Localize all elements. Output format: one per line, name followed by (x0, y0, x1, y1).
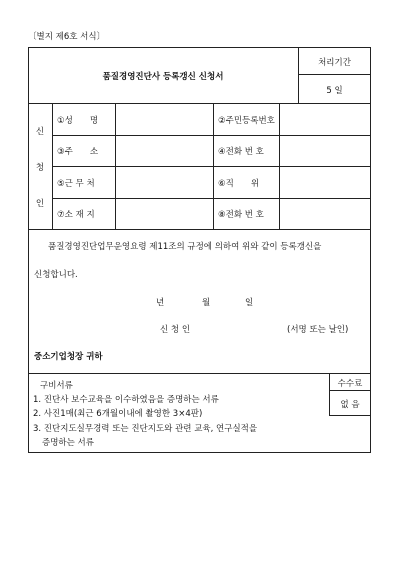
workplace-label: ⑤근 무 처 (57, 179, 95, 189)
fee-label: 수수료 (337, 379, 363, 389)
documents-item-3: 3. 진단지도실무경력 또는 진단지도와 관련 교육, 연구실적을 (33, 424, 258, 434)
phone-label: ④전화 번 호 (218, 147, 264, 157)
statement-line-2: 신청합니다. (34, 270, 78, 280)
applicant-sign-label: 신 청 인 (160, 325, 191, 335)
position-field[interactable] (280, 167, 370, 197)
location-field[interactable] (116, 199, 212, 228)
date-year-label: 년 (156, 298, 165, 308)
phone-field[interactable] (280, 136, 370, 165)
date-day-label: 일 (245, 298, 254, 308)
workplace-phone-field[interactable] (280, 199, 370, 228)
addressee: 중소기업청장 귀하 (34, 352, 103, 362)
form-number-label: 〔별지 제6호 서식〕 (28, 32, 106, 42)
fee-bottom-line (329, 415, 371, 416)
address-field[interactable] (116, 136, 212, 165)
fee-value: 없 음 (340, 400, 360, 410)
documents-title: 구비서류 (40, 381, 73, 391)
documents-item-2: 2. 사진1매(최근 6개월이내에 촬영한 3×4판) (33, 409, 203, 419)
processing-period-value: 5 일 (326, 86, 343, 96)
resident-number-field[interactable] (280, 104, 370, 134)
applicant-side-label-2: 청 (35, 163, 45, 173)
applicant-side-label-3: 인 (35, 199, 45, 209)
name-field[interactable] (116, 104, 212, 134)
processing-period-label: 처리기간 (318, 58, 351, 68)
fee-mid-line (329, 390, 371, 391)
documents-top-line (28, 373, 371, 374)
processing-mid-line (298, 74, 371, 75)
applicant-side-label-1: 신 (35, 127, 45, 137)
location-label: ⑦소 재 지 (57, 210, 95, 220)
workplace-field[interactable] (116, 167, 212, 197)
resident-number-label: ②주민등록번호 (218, 116, 275, 126)
form-title: 품질경영진단사 등록갱신 신청서 (102, 72, 224, 82)
name-label: ①성 명 (57, 116, 99, 126)
signature-label: (서명 또는 날인) (287, 325, 349, 335)
position-label: ⑥직 위 (218, 179, 260, 189)
statement-line-1: 품질경영진단업무운영요령 제11조의 규정에 의하여 위와 같이 등록갱신을 (48, 242, 322, 252)
workplace-phone-label: ⑧전화 번 호 (218, 210, 264, 220)
documents-item-1: 1. 진단사 보수교육을 이수하였음을 증명하는 서류 (33, 395, 219, 405)
applicant-bottom-line (28, 229, 371, 230)
documents-item-3-cont: 증명하는 서류 (42, 438, 94, 448)
date-month-label: 월 (202, 298, 211, 308)
address-label: ③주 소 (57, 147, 99, 157)
